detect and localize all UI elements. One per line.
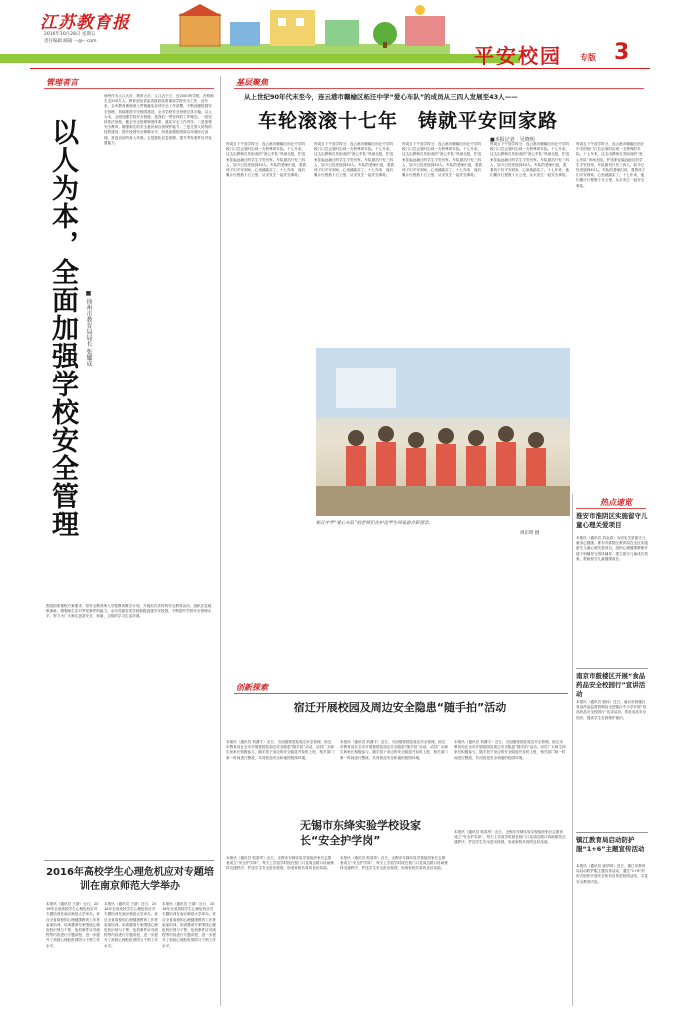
brief3-body: 本报讯（通讯员 唐华明）近日，镇江市教育局启动防护服主题宣传活动，通过“1+6”的形式组织开展安全知识宣传进校园活动，丰富安全教育内容。 <box>576 864 648 884</box>
feature-body-col-5: 每周五下午放学时分，连云港市赣榆区柘汪中学的校门口总会准时出现一支特殊的车队。十七年来，这支由教师自发组成的“爱心车队”风雨无阻，护送家住偏远地区的学生平安回家。车队最初只有三四人，如今已经发展到43人。车队的老师们说，看着孩子们平安到家，心里就踏实了。十七年来，他们累计行程数十万公里，从未发生一起安全事故。 <box>576 142 646 188</box>
brief-divider-1 <box>576 668 648 669</box>
innovation-body-2-col-2: 本报讯（通讯员 郭春华）近日，无锡市东绛实验学校组织家长志愿者成立“安全护学岗”，每天上学放学时段在校门口及周边路口协助维持交通秩序，护送学生安全进出校园，形成家校共育的良好局面。 <box>340 856 448 871</box>
feature-lead: 从上世纪90年代末至今，连云港市赣榆区柘汪中学“爱心车队”的成员从三四人发展至43人—— <box>244 93 518 101</box>
innovation-headline-1: 宿迁开展校园及周边安全隐患“随手拍”活动 <box>293 701 507 714</box>
column-divider-left <box>220 76 221 1006</box>
section-rule-innovation <box>234 693 568 694</box>
masthead-banner-illustration <box>160 4 450 56</box>
brief3-title: 镇江教育局启动防护服“1+6”主题宣传活动 <box>576 836 645 853</box>
feature-photo-credit: 周东明 摄 <box>520 531 540 536</box>
left-bottom-headline: 2016年高校学生心理危机应对专题培训在南京师范大学举办 <box>46 867 214 892</box>
section-label-manager: 管理者言 <box>46 78 78 87</box>
left-bottom-body-col-1: 本报讯（通讯员 王婧）近日，2016年全省高校学生心理危机应对专题培训在南京师范大学举办。来自全省高校的心理健康教育工作者参加培训。培训邀请专家围绕心理危机识别与干预、危机事件应对流程等内容进行专题讲授，进一步提升了高校心理危机预防与干预工作水平。 <box>46 902 100 948</box>
section-rule-grassroots <box>234 88 644 89</box>
brief-divider-2 <box>576 832 648 833</box>
page-number: 3 <box>614 40 630 65</box>
masthead-meta-line-1: 2016年10月28日 星期五 <box>44 32 96 37</box>
brief2-body: 本报讯（通讯员 谢伟）近日，南京市鼓楼区食品药品监督管理局走进辖区中小学开展“食品药品安全校园行”宣讲活动，普及食品安全知识，提高学生自我保护意识。 <box>576 700 647 720</box>
manager-byline: ■ 徐州市教育局局长 张耀成 <box>85 290 92 367</box>
left-bottom-body-col-3: 本报讯（通讯员 王婧）近日，2016年全省高校学生心理危机应对专题培训在南京师范大学举办。来自全省高校的心理健康教育工作者参加培训。培训邀请专家围绕心理危机识别与干预、危机事件应对流程等内容进行专题讲授，进一步提升了高校心理危机预防与干预工作水平。 <box>162 902 216 948</box>
section-label-hotspot: 热点速览 <box>600 498 632 507</box>
city-school-illustration <box>160 4 450 56</box>
feature-headline: 车轮滚滚十七年 铸就平安回家路 <box>258 110 559 132</box>
masthead-rule <box>30 68 650 69</box>
innovation-body-1-col-3: 本报讯（通讯员 刘潇宇）近日，为加强校园及周边安全管理，宿迁市教育局在全市开展校园及周边安全隐患“随手拍”活动，动员广大师生和家长积极参与，随手拍下身边的安全隐患并及时上报，相关部门第一时间进行整改，共同营造安全和谐的校园环境。 <box>454 740 566 760</box>
innovation-body-1-col-1: 本报讯（通讯员 刘潇宇）近日，为加强校园及周边安全管理，宿迁市教育局在全市开展校园及周边安全隐患“随手拍”活动，动员广大师生和家长积极参与，随手拍下身边的安全隐患并及时上报，相关部门第一时间进行整改，共同营造安全和谐的校园环境。 <box>226 740 334 760</box>
column-divider-right <box>572 494 573 1006</box>
masthead-green-bar <box>0 54 520 63</box>
masthead <box>0 0 679 72</box>
left-bottom-body-col-2: 本报讯（通讯员 王婧）近日，2016年全省高校学生心理危机应对专题培训在南京师范大学举办。来自全省高校的心理健康教育工作者参加培训。培训邀请专家围绕心理危机识别与干预、危机事件应对流程等内容进行专题讲授，进一步提升了高校心理危机预防与干预工作水平。 <box>104 902 158 948</box>
innovation-headline-2: 无锡市东绛实验学校设家长“安全护学岗” <box>300 819 421 847</box>
left-bottom-rule <box>44 860 214 861</box>
section-label-grassroots: 基层聚焦 <box>236 78 268 87</box>
feature-body-col-4: 每周五下午放学时分，连云港市赣榆区柘汪中学的校门口总会准时出现一支特殊的车队。十七年来，这支由教师自发组成的“爱心车队”风雨无阻，护送家住偏远地区的学生平安回家。车队最初只有三四人，如今已经发展到43人。车队的老师们说，看着孩子们平安到家，心里就踏实了。十七年来，他们累计行程数十万公里，从未发生一起安全事故。 <box>490 142 570 178</box>
feature-body-col-3: 每周五下午放学时分，连云港市赣榆区柘汪中学的校门口总会准时出现一支特殊的车队。十七年来，这支由教师自发组成的“爱心车队”风雨无阻，护送家住偏远地区的学生平安回家。车队最初只有三四人，如今已经发展到43人。车队的老师们说，看着孩子们平安到家，心里就踏实了。十七年来，他们累计行程数十万公里，从未发生一起安全事故。 <box>402 142 483 178</box>
manager-body-column: 徐州作为人口大市、教育大市，人口近千万，近2000所学校，在校师生近200万人。教育部及省委省政府高度重视学校安全工作，近年来，全市教育系统深入贯彻落实各项安全工作部署，不断加强校园安全管理，持续推进平安校园建设，全市学校安全形势总体平稳。以人为本，全面加强学校安全管理，是我们一贯坚持的工作理念。一是坚持依法治校，健全安全管理制度体系，落实安全工作责任；二是加强安全教育，增强师生的安全意识和自我保护能力；三是完善人防物防技防建设，提升校园安全保障水平；四是加强校园周边环境综合治理，营造良好的育人环境；五是强化应急管理，提升突发事件应对处置能力。 <box>104 94 214 145</box>
group-photo-illustration <box>316 348 570 516</box>
brief1-title: 淮安市淮阴区实施留守儿童心理关爱项目 <box>576 512 648 529</box>
brief1-body: 本报讯（通讯员 刘金春）为切实关爱留守儿童身心健康，淮安市淮阴区教育局在全区实施留守儿童心理关爱项目，组织心理健康教师开展个别辅导与团体辅导，建立留守儿童成长档案，帮助留守儿童健康成长。 <box>576 536 648 561</box>
feature-photo <box>316 348 570 516</box>
section-edition: 专版 <box>580 53 596 62</box>
feature-body-col-2: 每周五下午放学时分，连云港市赣榆区柘汪中学的校门口总会准时出现一支特殊的车队。十七年来，这支由教师自发组成的“爱心车队”风雨无阻，护送家住偏远地区的学生平安回家。车队最初只有三四人，如今已经发展到43人。车队的老师们说，看着孩子们平安到家，心里就踏实了。十七年来，他们累计行程数十万公里，从未发生一起安全事故。 <box>314 142 395 178</box>
section-rule-hotspot <box>576 508 646 509</box>
innovation-body-2-col-1: 本报讯（通讯员 郭春华）近日，无锡市东绛实验学校组织家长志愿者成立“安全护学岗”，每天上学放学时段在校门口及周边路口协助维持交通秩序，护送学生安全进出校园，形成家校共育的良好局面。 <box>226 856 334 871</box>
section-title: 平安校园 <box>474 44 562 68</box>
section-rule-manager <box>44 88 214 89</box>
brief2-title: 南京市鼓楼区开展“食品药品安全校园行”宣讲活动 <box>576 672 646 698</box>
section-label-innovation: 创新探索 <box>236 683 268 692</box>
innovation-body-1-col-2: 本报讯（通讯员 刘潇宇）近日，为加强校园及周边安全管理，宿迁市教育局在全市开展校园及周边安全隐患“随手拍”活动，动员广大师生和家长积极参与，随手拍下身边的安全隐患并及时上报，相关部门第一时间进行整改，共同营造安全和谐的校园环境。 <box>340 740 448 760</box>
manager-headline: 以人为本，全面加强学校安全管理 <box>47 118 78 538</box>
masthead-meta-line-2: 责任编辑 邮箱 ···@···com <box>44 39 97 44</box>
innovation-body-2-col-3: 本报讯（通讯员 郭春华）近日，无锡市东绛实验学校组织家长志愿者成立“安全护学岗”，每天上学放学时段在校门口及周边路口协助维持交通秩序，护送学生安全进出校园，形成家校共育的良好局面。 <box>454 830 566 845</box>
manager-body-lower: 围绕国家课程方案要求，将安全教育纳入学校教育教学计划，开展形式多样的安全教育活动，组织应急疏散演练，增强师生应对突发事件的能力。全市各级各类学校积极创建平安校园，不断提升学校安全管理水平，努力为广大师生创造安全、和谐、文明的学习生活环境。 <box>46 604 212 619</box>
feature-body-col-1: 每周五下午放学时分，连云港市赣榆区柘汪中学的校门口总会准时出现一支特殊的车队。十七年来，这支由教师自发组成的“爱心车队”风雨无阻，护送家住偏远地区的学生平安回家。车队最初只有三四人，如今已经发展到43人。车队的老师们说，看着孩子们平安到家，心里就踏实了。十七年来，他们累计行程数十万公里，从未发生一起安全事故。 <box>226 142 307 178</box>
masthead-logo: 江苏教育报 <box>40 13 130 33</box>
feature-photo-caption: 柘汪中学“爱心车队”的老师们在护送学生回家前合影留念。 <box>316 521 434 526</box>
feature-byline: ■本报记者 吴晓明 <box>490 137 535 143</box>
